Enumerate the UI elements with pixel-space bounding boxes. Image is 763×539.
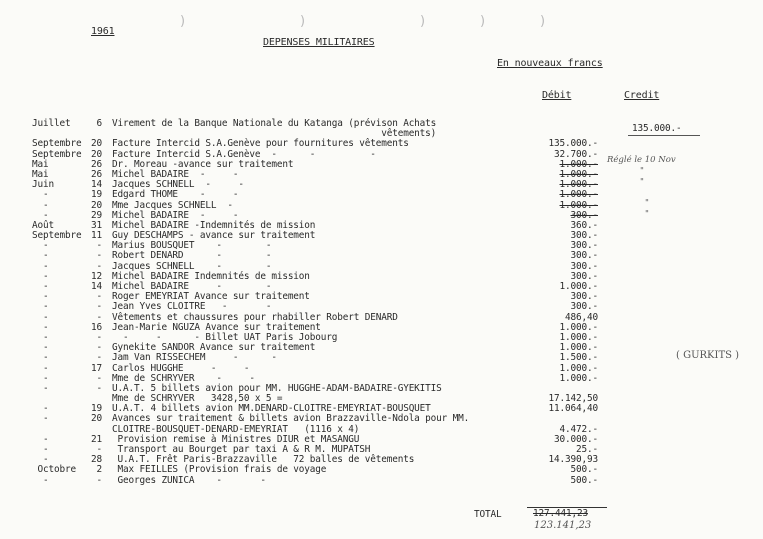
entry-month: Mai: [32, 158, 49, 170]
entry-day: -: [96, 382, 102, 394]
entry-description: CLOITRE-BOUSQUET-DENARD-EMEYRIAT (1116 x 4): [112, 423, 360, 435]
entry-month: -: [32, 281, 49, 292]
entry-day: 14: [91, 281, 102, 292]
entry-month: -: [32, 382, 49, 394]
entry-day: -: [96, 474, 102, 486]
entry-month: -: [32, 372, 49, 384]
entry-day: -: [96, 444, 102, 455]
entry-description: - - - Billet UAT Paris Jobourg: [112, 331, 338, 343]
entry-description: Georges ZUNICA - -: [112, 474, 266, 486]
entry-description: Jacques SCHNELL - -: [112, 260, 272, 272]
entry-description: Vêtements et chaussures pour rhabiller Robert DENARD: [112, 311, 398, 323]
entry-month: -: [32, 199, 49, 211]
entry-description: Mme Jacques SCHNELL -: [112, 199, 233, 211]
entry-description: Dr. Moreau -avance sur traitement: [112, 158, 294, 170]
entry-day: -: [96, 301, 102, 313]
entry-debit: 300.-: [570, 291, 598, 303]
entry-day: 19: [91, 403, 102, 415]
entry-description: Michel BADAIRE -Indemnités de mission: [112, 219, 316, 231]
entry-month: -: [32, 260, 49, 272]
entry-month: -: [32, 301, 49, 313]
entry-debit: 17.142,50: [548, 393, 598, 405]
entry-debit: 300.-: [570, 301, 598, 313]
handwritten-ditto-mark: ": [640, 166, 644, 176]
entry-day: -: [96, 291, 102, 303]
entry-description: Gynekite SANDOR Avance sur traitement: [112, 342, 316, 354]
entry-day: -: [96, 352, 102, 364]
entry-month: -: [32, 474, 49, 486]
entry-month: -: [32, 413, 49, 425]
hole-punch-mark: ): [420, 14, 426, 29]
entry-month: -: [32, 342, 49, 354]
entry-description: Edgard THOME - -: [112, 189, 239, 201]
currency-note: En nouveaux francs: [497, 58, 603, 69]
entry-debit: 1.000.-: [559, 331, 598, 343]
entry-debit: 1.000.-: [559, 158, 598, 170]
ledger-row: [0, 476, 763, 486]
entry-description: U.A.T. Frêt Paris-Brazzaville 72 balles de vêtements: [112, 454, 415, 466]
entry-debit: 14.390,93: [548, 454, 598, 466]
entry-month: Juin: [32, 179, 54, 191]
entry-day: -: [96, 240, 102, 252]
entry-description: Jacques SCHNELL - -: [112, 179, 244, 191]
total-struck-value: 127.441,23: [533, 508, 588, 519]
entry-month: -: [32, 209, 49, 221]
handwritten-paid-note: Réglé le 10 Nov: [607, 155, 676, 165]
entry-debit: 11.064,40: [548, 403, 598, 415]
entry-month: Octobre: [32, 464, 76, 476]
entry-debit: 1.000.-: [559, 168, 598, 180]
entry-description: Facture Intercid S.A.Genève pour fournitures vêtements: [112, 138, 409, 150]
handwritten-ditto-mark: ": [640, 177, 644, 187]
ledger-row: [0, 353, 763, 363]
entry-debit: 360.-: [570, 219, 598, 231]
entry-debit: 25.-: [576, 444, 598, 455]
entry-month: Septembre: [32, 148, 82, 160]
entry-debit: 300.-: [570, 260, 598, 272]
entry-day: 14: [91, 179, 102, 191]
total-label: TOTAL: [474, 509, 502, 520]
entry-description: Jean Yves CLOITRE - -: [112, 301, 272, 313]
entry-description: Provision remise à Ministres DIUR et MASANGU: [112, 433, 360, 445]
entry-debit: 500.-: [570, 474, 598, 486]
entry-debit: 1.000.-: [559, 372, 598, 384]
entry-day: 21: [91, 433, 102, 445]
entry-day: -: [96, 260, 102, 272]
entry-month: -: [32, 454, 49, 466]
entry-debit: 30.000.-: [554, 433, 598, 445]
hole-punch-mark: ): [180, 14, 186, 29]
entry-month: -: [32, 433, 49, 445]
entry-description: Michel BADAIRE - -: [112, 168, 239, 180]
entry-description: Marius BOUSQUET - -: [112, 240, 272, 252]
entry-debit: 1.000.-: [559, 321, 598, 333]
entry-day: -: [96, 331, 102, 343]
entry-month: Septembre: [32, 138, 82, 150]
debit-column-header: Débit: [542, 90, 572, 101]
entry-description: Carlos HUGGHE - -: [112, 362, 250, 374]
entry-description: Mme de SCHRYVER 3428,50 x 5 =: [112, 393, 283, 405]
entry-debit: 486,40: [565, 311, 598, 323]
entry-description: U.A.T. 5 billets avion pour MM. HUGGHE-ADAM-BADAIRE-GYEKITIS: [112, 382, 442, 394]
entry-month: -: [32, 291, 49, 303]
entry-day: -: [96, 372, 102, 384]
document-year: 1961: [91, 26, 115, 37]
entry-month: -: [32, 444, 49, 455]
credit-entry: 135.000.-: [632, 123, 682, 134]
entry-debit: 32.700.-: [554, 148, 598, 160]
entry-debit: 300.-: [570, 240, 598, 252]
entry-debit: 500.-: [570, 464, 598, 476]
entry-month: -: [32, 240, 49, 252]
hole-punch-mark: ): [300, 14, 306, 29]
entry-description: Avances sur traitement & billets avion Brazzaville-Ndola pour MM.: [112, 413, 470, 425]
entry-month: Septembre: [32, 230, 82, 242]
entry-day: 20: [91, 148, 102, 160]
entry-description: Robert DENARD - -: [112, 250, 272, 262]
entry-day: 6: [96, 118, 102, 129]
entry-description: vêtements): [112, 128, 437, 140]
entry-month: -: [32, 321, 49, 333]
entry-description: Jam Van RISSECHEM - -: [112, 352, 277, 364]
entry-month: -: [32, 352, 49, 364]
entry-debit: 1.000.-: [559, 189, 598, 201]
entry-day: -: [96, 250, 102, 262]
entry-day: 12: [91, 270, 102, 282]
entry-day: 26: [91, 168, 102, 180]
entry-debit: 1.000.-: [559, 199, 598, 211]
entry-day: -: [96, 311, 102, 323]
entry-description: Jean-Marie NGUZA Avance sur traitement: [112, 321, 321, 333]
entry-debit: 1.000.-: [559, 281, 598, 292]
entry-debit: 1.000.-: [559, 362, 598, 374]
entry-month: -: [32, 403, 49, 415]
entry-day: 16: [91, 321, 102, 333]
entry-month: -: [32, 189, 49, 201]
entry-debit: 135.000.-: [548, 138, 598, 150]
entry-month: Mai: [32, 168, 49, 180]
entry-debit: 1.500.-: [559, 352, 598, 364]
entry-day: 2: [96, 464, 102, 476]
entry-month: -: [32, 331, 49, 343]
entry-month: Juillet: [32, 118, 71, 129]
entry-debit: 300.-: [570, 250, 598, 262]
entry-debit: 300.-: [570, 270, 598, 282]
entry-description: Transport au Bourget par taxi A & R M. MUPATSH: [112, 444, 371, 455]
entry-month: -: [32, 250, 49, 262]
entry-description: Michel BADAIRE Indemnités de mission: [112, 270, 310, 282]
entry-description: Michel BADAIRE - -: [112, 209, 239, 221]
entry-day: 28: [91, 454, 102, 466]
entry-debit: 1.000.-: [559, 179, 598, 191]
entry-month: Août: [32, 219, 54, 231]
handwritten-ditto-mark: ": [645, 209, 649, 219]
entry-description: Virement de la Banque Nationale du Katanga (prévison Achats: [112, 118, 437, 129]
entry-description: Facture Intercid S.A.Genève - - -: [112, 148, 376, 160]
entry-description: Roger EMEYRIAT Avance sur traitement: [112, 291, 310, 303]
entry-day: 20: [91, 199, 102, 211]
handwritten-total-value: 123.141,23: [534, 520, 592, 531]
entry-description: Guy DESCHAMPS - avance sur traitement: [112, 230, 316, 242]
entry-month: -: [32, 362, 49, 374]
entry-debit: 300.-: [570, 209, 598, 221]
entry-day: 11: [91, 230, 102, 242]
credit-column-header: Credit: [624, 90, 660, 101]
entry-month: -: [32, 270, 49, 282]
entry-description: Mme de SCHRYVER - -: [112, 372, 255, 384]
entry-debit: 4.472.-: [559, 423, 598, 435]
handwritten-gurkits-note: ( GURKITS ): [676, 350, 740, 361]
document-title: DEPENSES MILITAIRES: [263, 37, 375, 48]
entry-day: 31: [91, 219, 102, 231]
entry-debit: 300.-: [570, 230, 598, 242]
ledger-entries: [0, 119, 763, 486]
entry-debit: 1.000.-: [559, 342, 598, 354]
entry-day: 26: [91, 158, 102, 170]
entry-day: 20: [91, 413, 102, 425]
entry-day: 29: [91, 209, 102, 221]
entry-description: Michel BADAIRE - -: [112, 281, 272, 292]
hole-punch-mark: ): [540, 14, 546, 29]
entry-description: Max FEILLES (Provision frais de voyage: [112, 464, 327, 476]
entry-day: -: [96, 342, 102, 354]
entry-day: 20: [91, 138, 102, 150]
handwritten-ditto-mark: ": [645, 198, 649, 208]
hole-punch-mark: ): [480, 14, 486, 29]
entry-day: 19: [91, 189, 102, 201]
entry-description: U.A.T. 4 billets avion MM.DENARD-CLOITRE-EMEYRIAT-BOUSQUET: [112, 403, 431, 415]
entry-day: 17: [91, 362, 102, 374]
entry-month: -: [32, 311, 49, 323]
